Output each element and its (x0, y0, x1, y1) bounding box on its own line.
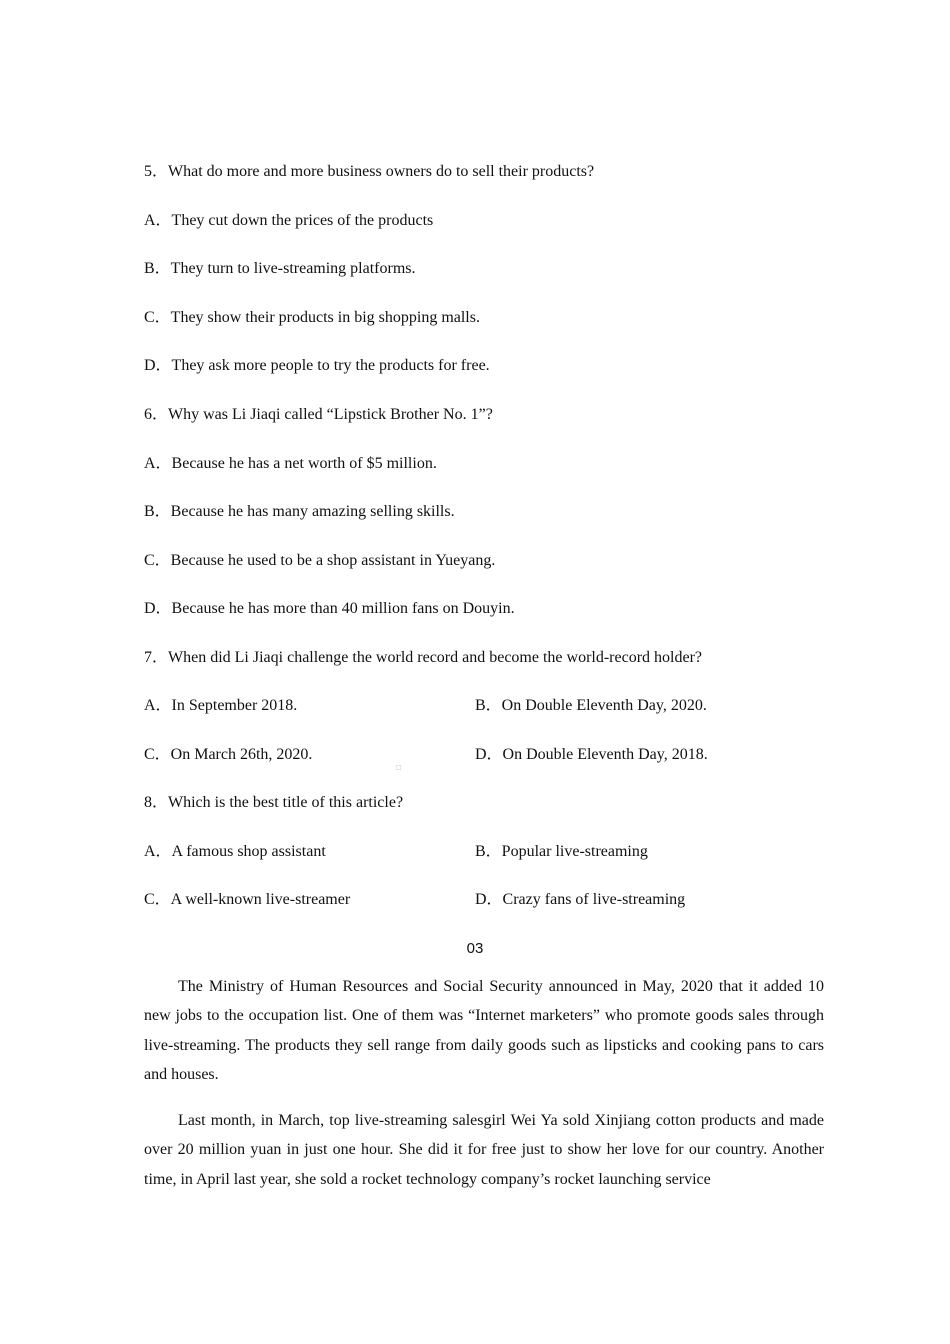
question-7-option-b: B．On Double Eleventh Day, 2020. (475, 697, 707, 714)
section-number: 03 (466, 940, 484, 957)
question-6-option-b: B．Because he has many amazing selling skills. (144, 503, 455, 520)
question-7-stem: 7．When did Li Jiaqi challenge the world record and become the world-record holder? (144, 649, 703, 666)
question-8-option-b: B．Popular live-streaming (475, 843, 648, 860)
passage-paragraph-2: Last month, in March, top live-streaming salesgirl Wei Ya sold Xinjiang cotton products and made over 20 million yuan in just one hour. She did it for free just to show her love for our country. Another time, in April last year, she sold a rocket technology company’s rocket launching service (144, 1112, 824, 1188)
question-7-option-a: A．In September 2018. (144, 697, 298, 714)
question-7-option-c: C．On March 26th, 2020. (144, 746, 313, 763)
watermark: □ (396, 764, 402, 771)
question-8-option-d: D．Crazy fans of live-streaming (475, 891, 686, 908)
question-7-option-d: D．On Double Eleventh Day, 2018. (475, 746, 708, 763)
question-5-option-d: D．They ask more people to try the products for free. (144, 357, 490, 374)
question-5-stem: 5．What do more and more business owners do to sell their products? (144, 163, 595, 180)
question-5-option-c: C．They show their products in big shopping malls. (144, 309, 480, 326)
question-8-stem: 8．Which is the best title of this article? (144, 794, 404, 811)
question-8-option-a: A．A famous shop assistant (144, 843, 326, 860)
question-5-option-a: A．They cut down the prices of the products (144, 212, 434, 229)
question-6-stem: 6．Why was Li Jiaqi called “Lipstick Brother No. 1”? (144, 406, 493, 423)
question-6-option-c: C．Because he used to be a shop assistant in Yueyang. (144, 552, 496, 569)
question-5-option-b: B．They turn to live-streaming platforms. (144, 260, 416, 277)
question-6-option-a: A．Because he has a net worth of $5 million. (144, 455, 437, 472)
passage-paragraph-1: The Ministry of Human Resources and Social Security announced in May, 2020 that it added 10 new jobs to the occupation list. One of them was “Internet marketers” who promote goods sales through live-streaming. The products they sell range from daily goods such as lipsticks and cooking pans to cars and houses. (144, 978, 824, 1083)
question-6-option-d: D．Because he has more than 40 million fans on Douyin. (144, 600, 515, 617)
question-8-option-c: C．A well-known live-streamer (144, 891, 351, 908)
